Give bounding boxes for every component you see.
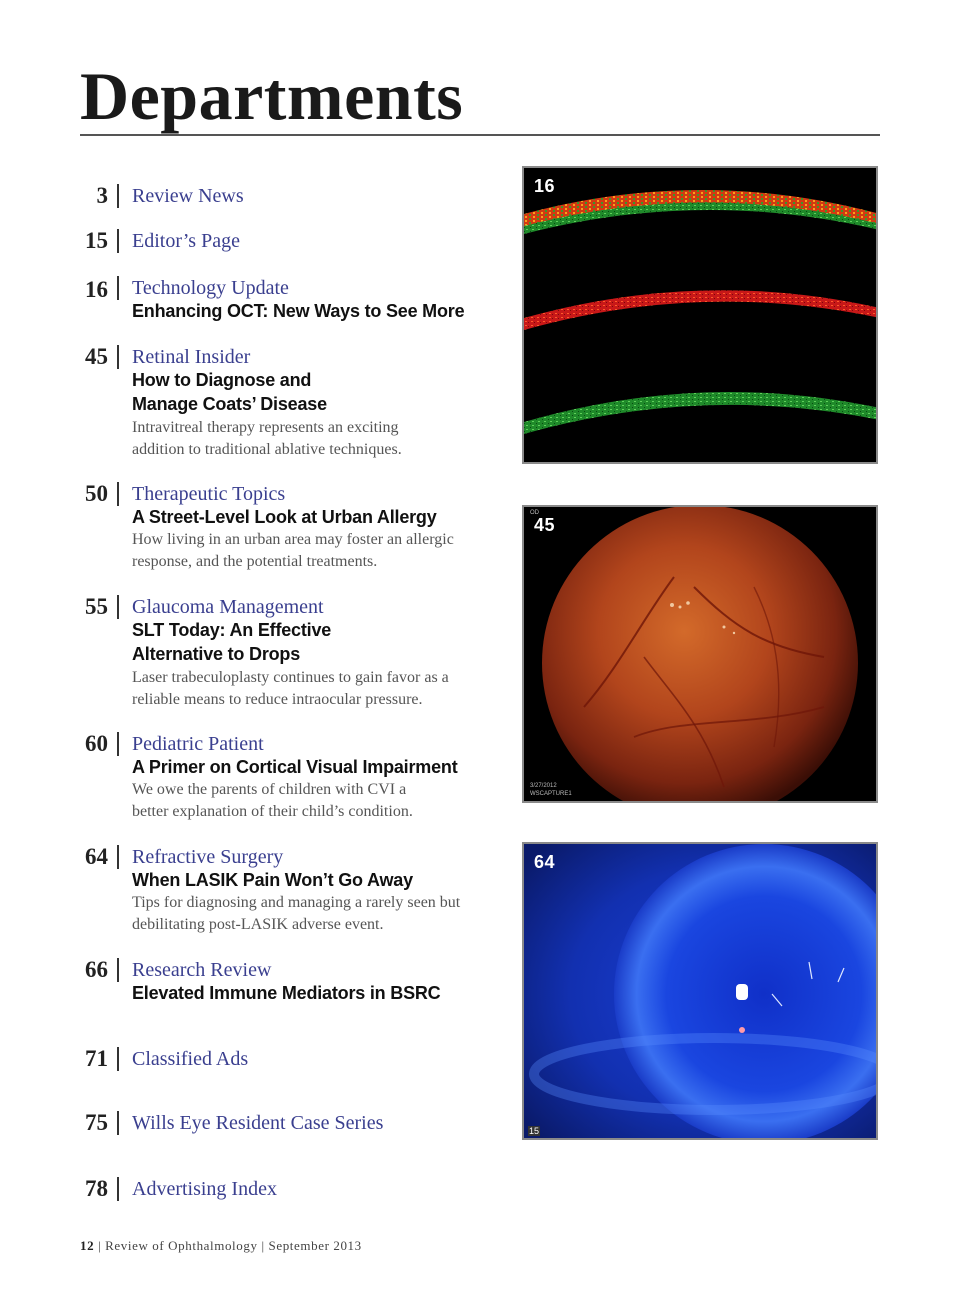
page-number: 3 (96, 183, 108, 208)
divider-bar (117, 1177, 119, 1201)
oct-scan-image (522, 166, 878, 464)
footer-separator: | (98, 1238, 102, 1253)
article-description: Laser trabeculoplasty continues to gain favor as a reliable means to reduce intraocular pressure. (132, 669, 449, 708)
page-number: 78 (85, 1176, 108, 1201)
page-footer (80, 1238, 362, 1254)
divider-bar (117, 958, 119, 982)
page-number: 55 (85, 594, 108, 619)
department-title[interactable]: Research Review (132, 959, 272, 981)
page-number: 45 (85, 344, 108, 369)
divider-bar (117, 345, 119, 369)
department-title[interactable]: Glaucoma Management (132, 596, 324, 618)
department-title[interactable]: Wills Eye Resident Case Series (132, 1112, 384, 1134)
article-headline[interactable]: Elevated Immune Mediators in BSRC (132, 983, 441, 1003)
fundus-graphic (524, 507, 878, 803)
page-number: 15 (85, 228, 108, 253)
article-headline[interactable]: A Primer on Cortical Visual Impairment (132, 757, 458, 777)
department-title[interactable]: Classified Ads (132, 1048, 249, 1070)
divider-bar (117, 595, 119, 619)
page-number: 60 (85, 731, 108, 756)
cornea-graphic (524, 844, 878, 1140)
page-number: 50 (85, 481, 108, 506)
page-number: 75 (85, 1110, 108, 1135)
article-description: Intravitreal therapy represents an exciting addition to traditional ablative techniques. (132, 419, 402, 458)
divider-bar (117, 1047, 119, 1071)
photo-capture-label: WSCAPTURE1 (530, 791, 572, 797)
department-title[interactable]: Therapeutic Topics (132, 483, 286, 505)
department-title[interactable]: Refractive Surgery (132, 846, 284, 868)
photo-corner-label: 15 (529, 1126, 540, 1136)
divider-bar (117, 732, 119, 756)
page-number: 16 (85, 277, 108, 302)
photo-eye-label: OD (530, 510, 539, 516)
figure-page-label: 64 (534, 852, 556, 872)
photo-date-label: 3/27/2012 (530, 783, 557, 789)
divider-bar (117, 1111, 119, 1135)
oct-scan-graphic (524, 168, 878, 464)
department-title[interactable]: Editor’s Page (132, 230, 240, 252)
article-headline[interactable]: How to Diagnose and Manage Coats’ Disease (132, 370, 327, 414)
footer-separator: | (261, 1238, 265, 1253)
article-headline[interactable]: Enhancing OCT: New Ways to See More (132, 301, 465, 321)
footer-issue: September 2013 (268, 1238, 362, 1253)
department-title[interactable]: Technology Update (132, 277, 289, 299)
divider-bar (117, 184, 119, 208)
cornea-eye-photo-image (522, 842, 878, 1140)
figure-page-label: 45 (534, 515, 556, 535)
article-description: Tips for diagnosing and managing a rarely seen but debilitating post-LASIK adverse event. (132, 894, 461, 933)
page-number: 64 (85, 844, 108, 869)
department-title[interactable]: Review News (132, 185, 244, 207)
divider-bar (117, 482, 119, 506)
article-description: We owe the parents of children with CVI a better explanation of their child’s condition. (132, 781, 413, 820)
page-number: 71 (85, 1046, 108, 1071)
article-description: How living in an urban area may foster an allergic response, and the potential treatments. (132, 531, 454, 570)
department-title[interactable]: Advertising Index (132, 1178, 277, 1200)
article-headline[interactable]: When LASIK Pain Won’t Go Away (132, 870, 413, 890)
divider-bar (117, 845, 119, 869)
page-title: Departments (80, 58, 464, 134)
title-rule (80, 134, 880, 136)
footer-page-number: 12 (80, 1238, 95, 1253)
divider-bar (117, 276, 119, 300)
article-headline[interactable]: A Street-Level Look at Urban Allergy (132, 507, 437, 527)
footer-publication: Review of Ophthalmology (105, 1238, 258, 1253)
department-title[interactable]: Pediatric Patient (132, 733, 264, 755)
article-headline[interactable]: SLT Today: An Effective Alternative to Drops (132, 620, 332, 664)
fundus-photo-image (522, 505, 878, 803)
figure-page-label: 16 (534, 176, 556, 196)
page-number: 66 (85, 957, 108, 982)
divider-bar (117, 229, 119, 253)
department-title[interactable]: Retinal Insider (132, 346, 251, 368)
